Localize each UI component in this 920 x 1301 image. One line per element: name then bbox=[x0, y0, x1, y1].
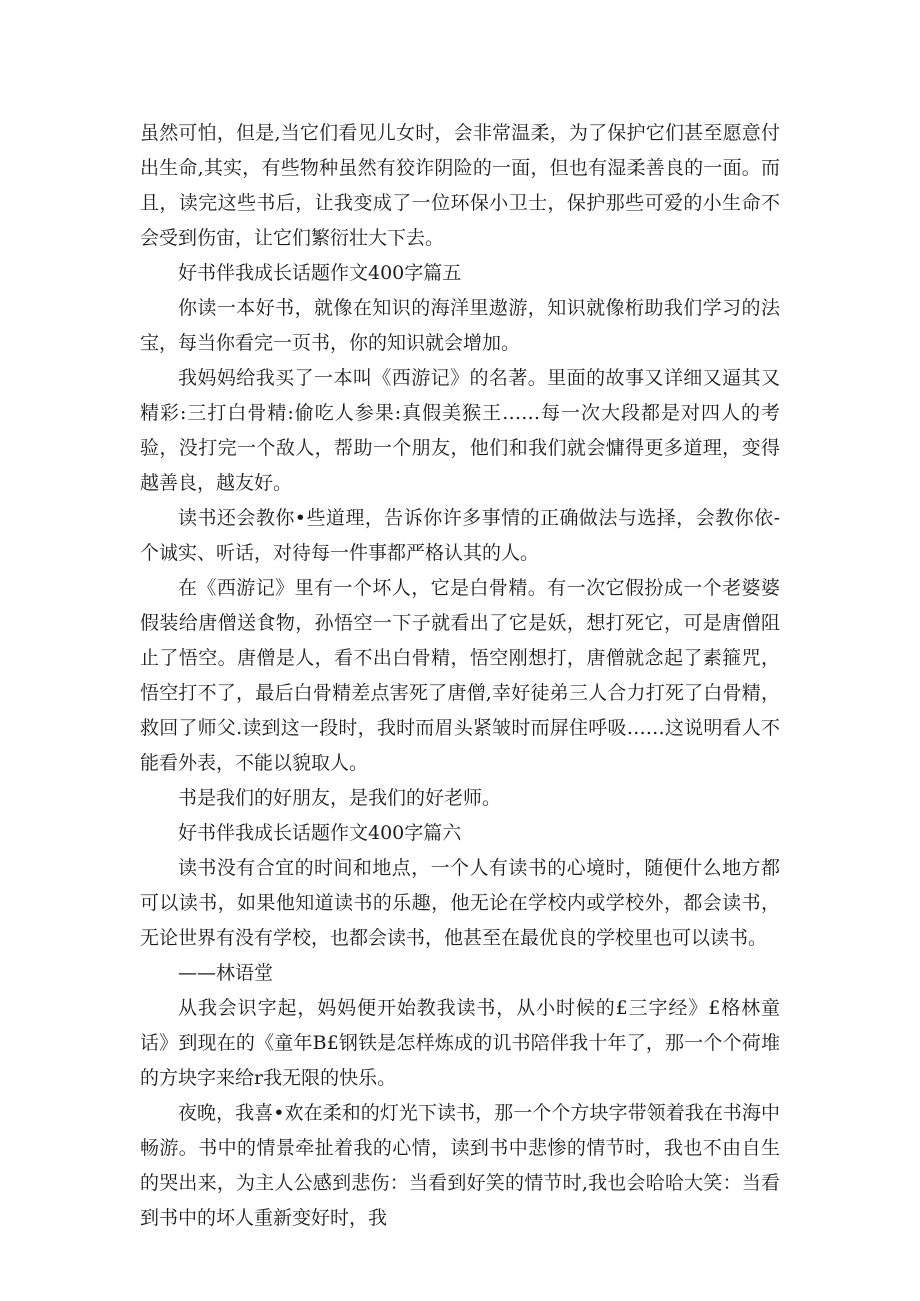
paragraph: 书是我们的好朋友，是我们的好老师。 bbox=[178, 787, 502, 809]
document-body bbox=[140, 116, 780, 1236]
paragraph: 从我会识字起，妈妈便开始教我读书，从小时候的£三字经》£格林童话》到现在的《童年B£钢铁是怎样炼成的讥书陪伴我十年了，那一个个荷堆的方块字来给r我无限的快乐。 bbox=[140, 997, 780, 1089]
paragraph: 我妈妈给我买了一本叫《西游记》的名著。里面的故事又详细又逼其又精彩:三打白骨精:偷吃人参果:真假美猴王……每一次大段都是对四人的考验，没打完一个敌人，帮助一个朋友，他们和我们就会慵得更多道理，变得越善良，越友好。 bbox=[140, 367, 780, 494]
section-heading-six: 好书伴我成长话题作文400字篇六 bbox=[178, 822, 462, 844]
paragraph-quote: 读书没有合宜的时间和地点，一个人有读书的心境时，随便什么地方都可以读书，如果他知道读书的乐趣，他无论在学校内或学校外，都会读书，无论世界有没有学校，也都会读书，他甚至在最优良的学校里也可以读书。 bbox=[140, 857, 780, 949]
paragraph: 在《西游记》里有一个坏人，它是白骨精。有一次它假扮成一个老婆婆假装给唐僧送食物，孙悟空一下子就看出了它是妖，想打死它，可是唐僧阻止了悟空。唐僧是人，看不出白骨精，悟空刚想打，唐僧就念起了素箍咒，悟空打不了，最后白骨精差点害死了唐僧,幸好徒弟三人合力打死了白骨精，救回了师父.读到这一段时，我时而眉头紧皱时而屏住呼吸……这说明看人不能看外表，不能以貌取人。 bbox=[140, 577, 780, 774]
paragraph: 读书还会教你•些道理，告诉你许多事情的正确做法与选择，会教你依-个诚实、听话，对待每一件事都严格认其的人。 bbox=[140, 507, 780, 564]
paragraph-continued: 虽然可怕，但是,当它们看见儿女时，会非常温柔，为了保护它们甚至愿意付出生命,其实，有些物种虽然有狡诈阴险的一面，但也有湿柔善良的一面。而且，读完这些书后，让我变成了一位环保小卫士，保护那些可爱的小生命不会受到伤宙，让它们繁衍壮大下去。 bbox=[140, 122, 780, 249]
quote-attribution: ——林语堂 bbox=[178, 962, 274, 984]
section-heading-five: 好书伴我成长话题作文400字篇五 bbox=[178, 262, 462, 284]
paragraph: 夜晚，我喜•欢在柔和的灯光下读书，那一个个方块字带领着我在书海中畅游。书中的情景牵扯着我的心情，读到书中悲惨的情节时，我也不由自生的哭出来，为主人公感到悲伤：当看到好笑的情节时,我也会哈哈大笑：当看到书中的坏人重新变好时，我 bbox=[140, 1102, 780, 1229]
paragraph: 你读一本好书，就像在知识的海洋里遨游，知识就像桁助我们学习的法宝，每当你看完一页书，你的知识就会增加。 bbox=[140, 297, 780, 354]
